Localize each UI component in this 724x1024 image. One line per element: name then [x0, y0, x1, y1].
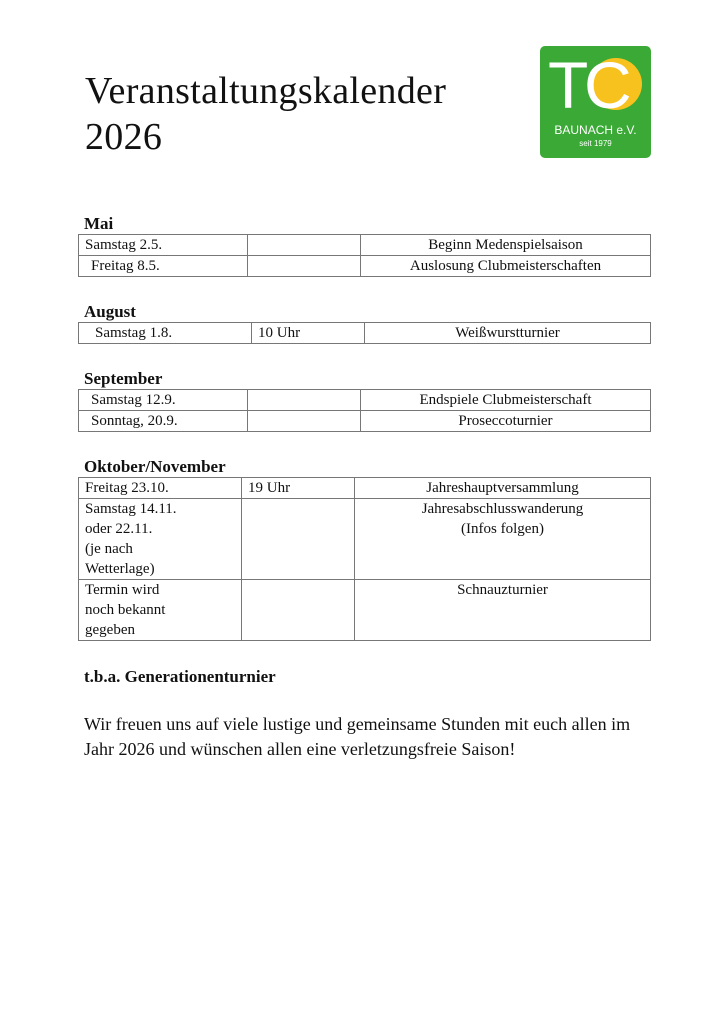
event-date: Samstag 2.5. [79, 235, 248, 256]
event-time [242, 499, 355, 580]
date-line: Samstag 14.11. [85, 501, 177, 517]
section-heading: September [84, 369, 163, 388]
table-row [79, 323, 651, 344]
section-mai [78, 214, 651, 277]
event-name: Proseccoturnier [361, 411, 651, 432]
event-date: Sonntag, 20.9. [79, 411, 248, 432]
event-time: 19 Uhr [242, 478, 355, 499]
event-time [248, 235, 361, 256]
title-line-2: 2026 [85, 116, 163, 158]
events-table [78, 389, 651, 432]
logo-since: seit 1979 [579, 139, 612, 148]
table-row [79, 256, 651, 277]
event-name: Jahreshauptversammlung [355, 478, 651, 499]
events-table [78, 234, 651, 277]
table-row [79, 390, 651, 411]
event-name [355, 499, 651, 580]
logo-club-name: BAUNACH e.V. [554, 123, 637, 137]
date-line: noch bekannt [85, 602, 166, 618]
event-name: Beginn Medenspielsaison [361, 235, 651, 256]
event-name: Schnauzturnier [355, 580, 651, 641]
event-line: (Infos folgen) [461, 521, 544, 537]
event-time [248, 256, 361, 277]
event-date: Samstag 1.8. [79, 323, 252, 344]
event-line: Jahresabschlusswanderung [421, 501, 584, 517]
event-date [79, 580, 242, 641]
section-oktober-november [78, 457, 651, 641]
date-line: gegeben [85, 622, 135, 638]
logo-letter-c: C [584, 48, 632, 122]
table-row [79, 411, 651, 432]
page-title [85, 68, 446, 160]
date-line: oder 22.11. [85, 521, 153, 537]
tba-event: t.b.a. Generationenturnier [84, 667, 276, 686]
event-date: Samstag 12.9. [79, 390, 248, 411]
section-heading: Oktober/November [84, 457, 226, 476]
closing-paragraph: Wir freuen uns auf viele lustige und gemeinsame Stunden mit euch allen im Jahr 2026 und wünschen allen eine verletzungsfreie Saison! [84, 714, 631, 759]
table-row [79, 580, 651, 641]
event-time [248, 411, 361, 432]
date-line: (je nach [85, 541, 133, 557]
section-heading: August [84, 302, 136, 321]
section-august [78, 302, 651, 344]
table-row [79, 235, 651, 256]
events-table [78, 322, 651, 344]
section-september [78, 369, 651, 432]
events-table [78, 477, 651, 641]
event-name: Auslosung Clubmeisterschaften [361, 256, 651, 277]
title-line-1: Veranstaltungskalender [85, 70, 447, 112]
event-date: Freitag 8.5. [79, 256, 248, 277]
section-heading: Mai [84, 214, 114, 233]
event-date [79, 499, 242, 580]
date-line: Wetterlage) [85, 561, 155, 577]
club-logo [540, 46, 651, 158]
date-line: Termin wird [85, 582, 160, 598]
event-name: Weißwurstturnier [365, 323, 651, 344]
event-name: Endspiele Clubmeisterschaft [361, 390, 651, 411]
table-row [79, 499, 651, 580]
table-row [79, 478, 651, 499]
event-time: 10 Uhr [252, 323, 365, 344]
logo-letter-t: T [548, 48, 589, 122]
event-time [242, 580, 355, 641]
event-date: Freitag 23.10. [79, 478, 242, 499]
event-time [248, 390, 361, 411]
